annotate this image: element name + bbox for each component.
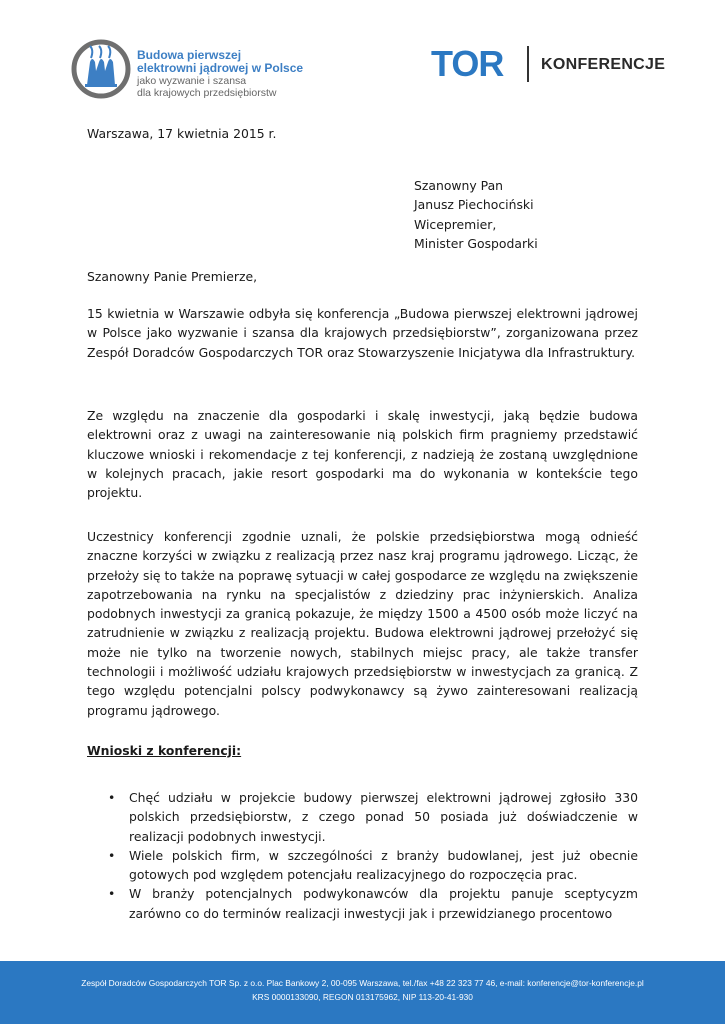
bullet-icon: • xyxy=(108,886,116,902)
footer-registration-info: KRS 0000133090, REGON 013175962, NIP 113-20-41-930 xyxy=(252,992,473,1002)
letterhead xyxy=(0,0,725,110)
addressee-line: Minister Gospodarki xyxy=(414,235,538,251)
addressee-line: Wicepremier, xyxy=(414,216,497,232)
paragraph-purpose: Ze względu na znaczenie dla gospodarki i skalę inwestycji, jaką będzie budowa elektrowni oraz z uwagi na zainteresowanie nią polskich firm pragniemy przedstawić kluczowe wnioski i rekomendacje z tej konferencji, z nadzieją że zostaną uwzględnione w kolejnych pracach, jakie resort gospodarki ma do wykonania w kontekście tego projektu. xyxy=(87,408,638,501)
list-item xyxy=(87,846,638,885)
tor-logo: TOR xyxy=(431,43,504,84)
bullet-icon: • xyxy=(108,790,116,805)
logo-line-1: Budowa pierwszej xyxy=(137,48,242,62)
footer-company-info: Zespół Doradców Gospodarczych TOR Sp. z o.o. Plac Bankowy 2, 00-095 Warszawa, tel./fax +48 22 323 77 46, e-mail: konferencje@tor-konferencje.pl xyxy=(81,978,644,988)
bullet-icon: • xyxy=(108,847,116,863)
logo-line-2: elektrowni jądrowej w Polsce xyxy=(137,61,304,75)
conference-logo-text xyxy=(137,49,303,99)
logo-divider xyxy=(527,46,529,82)
list-item-text: Wiele polskich firm, w szczególności z branży budowlanej, jest już obecnie gotowych pod względem potencjału realizacyjnego do rozpoczęcia prac. xyxy=(129,847,638,883)
paragraph-intro: 15 kwietnia w Warszawie odbyła się konferencja „Budowa pierwszej elektrowni jądrowej w Polsce jako wyzwanie i szansa dla krajowych przedsiębiorstw”, zorganizowana przez Zespół Doradców Gospodarczych TOR oraz Stowarzyszenie Inicjatywa dla Infrastruktury. xyxy=(87,306,638,360)
paragraph-participants: Uczestnicy konferencji zgodnie uznali, że polskie przedsiębiorstwa mogą odnieść znaczne korzyści w związku z realizacją przez nasz kraj programu jądrowego. Licząc, że przełoży się to także na poprawę sytuacji w całej gospodarce ze względu na zwiększenie zapotrzebowania na rynku na specjalistów z dziedziny prac inżynierskich. Analiza podobnych inwestycji za granicą pokazuje, że między 1500 a 4500 osób może liczyć na zatrudnienie w związku z realizacją projektu. Budowa elektrowni jądrowej przełożyć się może nie tylko na tworzenie nowych, stabilnych miejsc pracy, ale także transfer technologii i możliwość udziału krajowych przedsiębiorstw w inwestycjach za granicą. Z tego względu potencjalni polscy podwykonawcy są żywo zainteresowani realizacją programu jądrowego. xyxy=(87,529,638,718)
salutation: Szanowny Panie Premierze, xyxy=(87,269,258,284)
logo-line-3: jako wyzwanie i szansa xyxy=(137,75,247,87)
list-item-text: Chęć udziału w projekcie budowy pierwszej elektrowni jądrowej zgłosiło 330 polskich przedsiębiorstw, z czego ponad 50 posiada już doświadczenie w realizacji podobnych inwestycji. xyxy=(129,790,638,844)
conclusions-list xyxy=(87,788,638,923)
footer xyxy=(0,961,725,1024)
list-item xyxy=(87,788,638,846)
list-item xyxy=(87,884,638,923)
letter-date: Warszawa, 17 kwietnia 2015 r. xyxy=(87,126,277,141)
addressee-line: Janusz Piechociński xyxy=(414,197,534,213)
logo-line-4: dla krajowych przedsiębiorstw xyxy=(137,87,277,99)
conclusions-heading: Wnioski z konferencji: xyxy=(87,743,242,758)
tor-logo-label: KONFERENCJE xyxy=(541,56,666,73)
conference-logo-icon xyxy=(70,38,132,100)
addressee-block xyxy=(414,176,538,253)
list-item-text: W branży potencjalnych podwykonawców dla projektu panuje sceptycyzm zarówno co do terminów realizacji inwestycji jak i przewidzianego procentowo xyxy=(129,886,638,921)
addressee-line: Szanowny Pan xyxy=(414,178,504,193)
